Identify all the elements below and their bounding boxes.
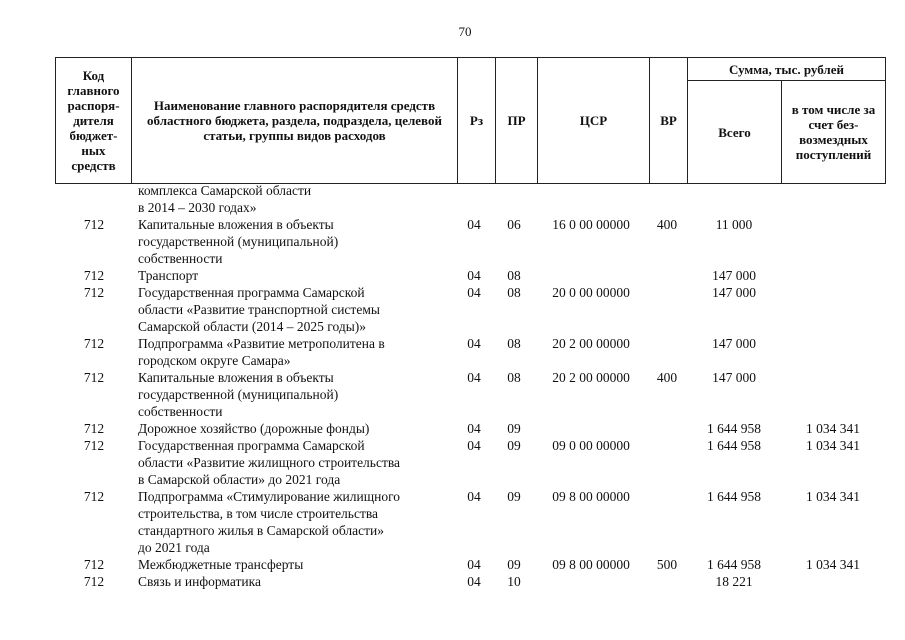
row-code: 712 [83,557,105,572]
row-rz: 04 [467,370,481,385]
row-name-line: стандартного жилья в Самарской области» [138,523,384,538]
row-total: 147 000 [712,336,756,351]
row-code: 712 [83,421,105,436]
row-total: 11 000 [715,217,753,232]
header-sum-group: Сумма, тыс. рублей [688,58,886,81]
row-code: 712 [83,438,105,453]
row-vr: 500 [656,557,678,572]
row-csr: 20 2 00 00000 [552,370,630,385]
row-name-line: Подпрограмма «Стимулирование жилищного [138,489,401,504]
row-pr: 08 [507,285,521,300]
row-total: 1 644 958 [707,489,761,504]
row-name-line: собственности [138,251,223,266]
row-rz: 04 [467,438,481,453]
row-name-line: в 2014 – 2030 годах» [138,200,257,215]
row-name-line: собственности [138,404,223,419]
table-body [55,182,885,590]
header-total: Всего [688,81,782,184]
row-code: 712 [83,268,105,283]
row-code: 712 [83,285,105,300]
row-rz: 04 [467,421,481,436]
row-name-line: Государственная программа Самарской [138,285,365,300]
row-name [55,182,458,216]
table-row [55,182,885,216]
row-csr: 09 8 00 00000 [552,557,630,572]
row-pr: 08 [507,336,521,351]
row-vr: 400 [656,217,678,232]
row-name-line: государственной (муниципальной) [138,387,339,402]
row-rz: 04 [467,489,481,504]
row-name-line: Связь и информатика [138,574,261,589]
row-pr: 08 [507,268,521,283]
table-row [55,267,885,284]
row-code: 712 [83,336,105,351]
row-pr: 09 [507,557,521,572]
row-name-line: государственной (муниципальной) [138,234,339,249]
row-pr: 09 [507,421,521,436]
row-name-line: Капитальные вложения в объекты [138,370,334,385]
row-pr: 09 [507,489,521,504]
row-rz: 04 [467,574,481,589]
table-row [55,420,885,437]
page-number: 70 [458,24,472,39]
row-rz: 04 [467,217,481,232]
header-name: Наименование главного распорядителя средств областного бюджета, раздела, подраздела, целевой статьи, группы видов расходов [132,58,458,184]
row-gratuitous: 1 034 341 [806,438,860,453]
row-gratuitous: 1 034 341 [806,557,860,572]
table-header [55,57,886,184]
row-rz: 04 [467,268,481,283]
row-code: 712 [83,574,105,589]
row-gratuitous: 1 034 341 [806,421,860,436]
row-code: 712 [83,370,105,385]
table-row [55,216,885,267]
row-name-line: до 2021 года [138,540,210,555]
row-pr: 06 [507,217,521,232]
row-vr: 400 [656,370,678,385]
header-gratuitous: в том числе за счет без- возмездных поступлений [782,81,886,184]
row-total: 1 644 958 [707,421,761,436]
table-row [55,284,885,335]
header-code: Код главного распоря- дителя бюджет- ных средств [56,58,132,184]
row-total: 1 644 958 [707,557,761,572]
header-vr: ВР [650,58,688,184]
row-pr: 08 [507,370,521,385]
table-row [55,369,885,420]
row-rz: 04 [467,557,481,572]
row-csr: 20 2 00 00000 [552,336,630,351]
row-total: 147 000 [712,285,756,300]
row-code: 712 [83,489,105,504]
row-name-line: строительства, в том числе строительства [138,506,379,521]
row-name-line: области «Развитие жилищного строительства [138,455,401,470]
header-csr: ЦСР [538,58,650,184]
row-name-line: Капитальные вложения в объекты [138,217,334,232]
row-name-line: Подпрограмма «Развитие метрополитена в [138,336,385,351]
table-row [55,335,885,369]
row-name-line: комплекса Самарской области [138,183,312,198]
row-csr: 16 0 00 00000 [552,217,630,232]
row-code: 712 [83,217,105,232]
row-gratuitous: 1 034 341 [806,489,860,504]
row-pr: 09 [507,438,521,453]
row-pr: 10 [507,574,521,589]
table-row [55,437,885,488]
row-name-line: Самарской области (2014 – 2025 годы)» [138,319,367,334]
row-csr: 20 0 00 00000 [552,285,630,300]
row-total: 147 000 [712,370,756,385]
row-csr: 09 8 00 00000 [552,489,630,504]
row-name-line: Дорожное хозяйство (дорожные фонды) [138,421,370,436]
table-row [55,573,885,590]
row-total: 18 221 [715,574,753,589]
row-csr: 09 0 00 00000 [552,438,630,453]
row-rz: 04 [467,336,481,351]
row-name-line: Транспорт [138,268,199,283]
row-name-line: городском округе Самара» [138,353,291,368]
row-name-line: Межбюджетные трансферты [138,557,304,572]
row-total: 1 644 958 [707,438,761,453]
header-pr: ПР [496,58,538,184]
table-row [55,556,885,573]
row-name-line: Государственная программа Самарской [138,438,365,453]
header-rz: Рз [458,58,496,184]
row-total: 147 000 [712,268,756,283]
row-rz: 04 [467,285,481,300]
row-name-line: в Самарской области» до 2021 года [138,472,341,487]
row-name-line: области «Развитие транспортной системы [138,302,380,317]
table-row [55,488,885,556]
